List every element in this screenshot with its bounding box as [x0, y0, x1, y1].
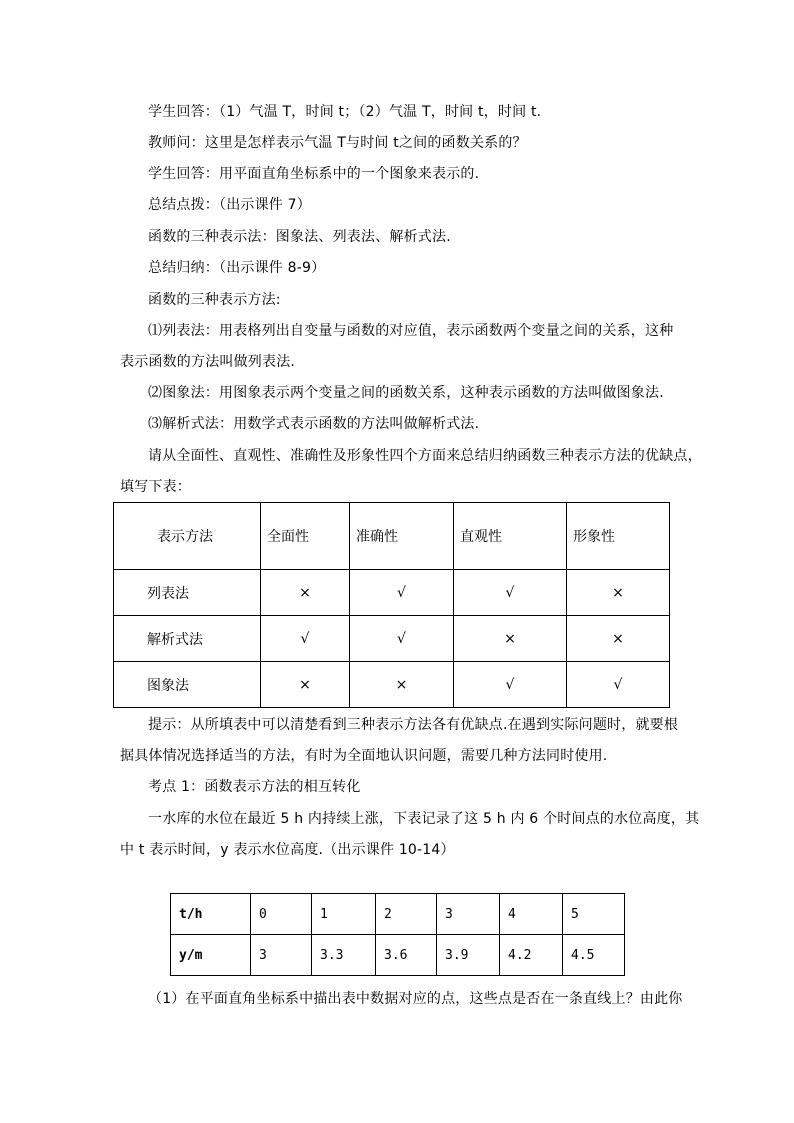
level-value-cell: 3.6: [376, 935, 437, 976]
paragraph-instruction-1: 请从全面性、直观性、准确性及形象性四个方面来总结归纳函数三种表示方法的优缺点，: [148, 448, 702, 464]
mark-cell: ×: [350, 662, 454, 708]
paragraph-graph-method: ⑵图象法：用图象表示两个变量之间的函数关系，这种表示函数的方法叫做图象法.: [148, 385, 664, 401]
paragraph-question-1: （1）在平面直角坐标系中描出表中数据对应的点，这些点是否在一条直线上？由此你: [148, 991, 683, 1007]
paragraph-methods-heading: 函数的三种表示方法:: [148, 292, 281, 308]
mark-cell: ×: [454, 616, 567, 662]
level-value-cell: 4.2: [500, 935, 563, 976]
header-cell-accuracy: 准确性: [350, 503, 454, 570]
paragraph-summary-hint: 总结点拨：（出示课件 7）: [148, 197, 311, 213]
paragraph-tip-2: 据具体情况选择适当的方法，有时为全面地认识问题，需要几种方法同时使用.: [120, 748, 608, 764]
paragraph-summary-induction: 总结归纳：（出示课件 8-9）: [148, 260, 326, 276]
header-cell-method: 表示方法: [114, 503, 261, 570]
time-label-cell: t/h: [171, 894, 251, 935]
paragraph-student-answer-1: 学生回答：（1）气温 T，时间 t；（2）气温 T，时间 t，时间 t.: [148, 104, 542, 120]
level-value-cell: 4.5: [563, 935, 625, 976]
time-value-cell: 3: [437, 894, 500, 935]
mark-cell: √: [567, 662, 670, 708]
row-label: 图象法: [114, 662, 261, 708]
water-level-table: [170, 893, 625, 976]
mark-cell: √: [350, 616, 454, 662]
time-value-cell: 1: [312, 894, 376, 935]
paragraph-tip-1: 提示：从所填表中可以清楚看到三种表示方法各有优缺点.在遇到实际问题时，就要根: [148, 717, 679, 733]
table-row: [114, 570, 670, 616]
paragraph-instruction-2: 填写下表：: [120, 479, 191, 495]
level-value-cell: 3.3: [312, 935, 376, 976]
table-row: [114, 662, 670, 708]
paragraph-reservoir-2: 中 t 表示时间，y 表示水位高度.（出示课件 10-14）: [120, 842, 455, 858]
mark-cell: √: [261, 616, 350, 662]
mark-cell: √: [454, 662, 567, 708]
header-cell-comprehensive: 全面性: [261, 503, 350, 570]
comparison-table-header-row: [114, 503, 670, 570]
paragraph-exam-point: 考点 1：函数表示方法的相互转化: [148, 779, 361, 795]
paragraph-list-method-1: ⑴列表法：用表格列出自变量与函数的对应值，表示函数两个变量之间的关系，这种: [148, 323, 674, 339]
level-label-cell: y/m: [171, 935, 251, 976]
paragraph-student-answer-2: 学生回答：用平面直角坐标系中的一个图象来表示的.: [148, 166, 480, 182]
mark-cell: √: [350, 570, 454, 616]
mark-cell: ×: [567, 570, 670, 616]
time-value-cell: 4: [500, 894, 563, 935]
comparison-table: [113, 502, 670, 708]
time-value-cell: 2: [376, 894, 437, 935]
mark-cell: ×: [261, 662, 350, 708]
paragraph-teacher-question: 教师问：这里是怎样表示气温 T与时间 t之间的函数关系的？: [148, 135, 527, 151]
mark-cell: √: [454, 570, 567, 616]
water-table-level-row: [171, 935, 625, 976]
header-cell-vivid: 形象性: [567, 503, 670, 570]
paragraph-list-method-2: 表示函数的方法叫做列表法.: [120, 354, 296, 370]
water-table-time-row: [171, 894, 625, 935]
time-value-cell: 0: [251, 894, 312, 935]
paragraph-formula-method: ⑶解析式法：用数学式表示函数的方法叫做解析式法.: [148, 416, 480, 432]
row-label: 列表法: [114, 570, 261, 616]
mark-cell: ×: [567, 616, 670, 662]
level-value-cell: 3.9: [437, 935, 500, 976]
paragraph-three-methods: 函数的三种表示法：图象法、列表法、解析式法.: [148, 229, 451, 245]
level-value-cell: 3: [251, 935, 312, 976]
row-label: 解析式法: [114, 616, 261, 662]
table-row: [114, 616, 670, 662]
time-value-cell: 5: [563, 894, 625, 935]
header-cell-intuitive: 直观性: [454, 503, 567, 570]
paragraph-reservoir-1: 一水库的水位在最近 5 h 内持续上涨，下表记录了这 5 h 内 6 个时间点的水位高度，其: [148, 811, 700, 827]
mark-cell: ×: [261, 570, 350, 616]
